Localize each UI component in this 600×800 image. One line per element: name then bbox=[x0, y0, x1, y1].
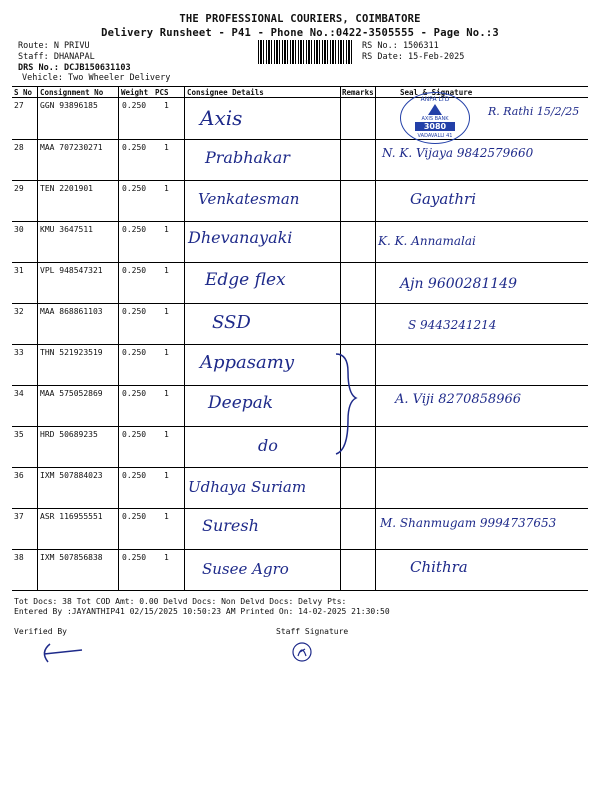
row-consignment-no: MAA 868861103 bbox=[40, 307, 103, 316]
verifier-signature-icon bbox=[36, 640, 86, 668]
rs-date: RS Date: 15-Feb-2025 bbox=[362, 52, 465, 62]
row-pcs: 1 bbox=[164, 101, 169, 110]
row-weight: 0.250 bbox=[122, 471, 147, 480]
row-weight: 0.250 bbox=[122, 266, 147, 275]
row-consignment-no: IXM 507856838 bbox=[40, 553, 103, 562]
row-pcs: 1 bbox=[164, 307, 169, 316]
row-consignment-no: THN 521923519 bbox=[40, 348, 103, 357]
row-sno: 34 bbox=[14, 389, 24, 398]
row-consignee: SSD bbox=[212, 312, 251, 333]
table-header-rule bbox=[12, 97, 588, 98]
row-consignment-no: MAA 707230271 bbox=[40, 143, 103, 152]
col-header-consignee: Consignee Details bbox=[187, 88, 264, 97]
row-sno: 33 bbox=[14, 348, 24, 357]
row-consignment-no: KMU 3647511 bbox=[40, 225, 93, 234]
row-pcs: 1 bbox=[164, 430, 169, 439]
rs-number: RS No.: 1506311 bbox=[362, 41, 439, 51]
row-weight: 0.250 bbox=[122, 512, 147, 521]
row-signature: Gayathri bbox=[410, 190, 476, 208]
row-weight: 0.250 bbox=[122, 101, 147, 110]
col-header-remarks: Remarks bbox=[342, 88, 374, 97]
row-sno: 37 bbox=[14, 512, 24, 521]
row-pcs: 1 bbox=[164, 184, 169, 193]
row-consignee: Suresh bbox=[202, 516, 259, 535]
row-consignee: Axis bbox=[200, 106, 243, 130]
barcode-image bbox=[258, 40, 354, 64]
row-weight: 0.250 bbox=[122, 143, 147, 152]
row-weight: 0.250 bbox=[122, 184, 147, 193]
row-pcs: 1 bbox=[164, 512, 169, 521]
row-rule bbox=[12, 139, 588, 140]
row-consignee: do bbox=[258, 436, 278, 455]
row-pcs: 1 bbox=[164, 389, 169, 398]
verified-by-label: Verified By bbox=[14, 627, 67, 636]
col-divider bbox=[37, 86, 38, 590]
seal-brand: AXIS BANK bbox=[421, 116, 449, 122]
staff-signature-label: Staff Signature bbox=[276, 627, 349, 636]
col-header-pcs: PCS bbox=[155, 88, 169, 97]
totals-line: Tot Docs: 38 Tot COD Amt: 0.00 Delvd Docs: Non Delvd Docs: Delvy Pts: bbox=[14, 597, 347, 606]
row-consignee: Edge flex bbox=[205, 270, 286, 290]
row-weight: 0.250 bbox=[122, 348, 147, 357]
col-header-seal-signature: Seal & Signature bbox=[400, 88, 473, 97]
row-rule bbox=[12, 262, 588, 263]
col-header-weight: Weight bbox=[121, 88, 149, 97]
row-consignment-no: HRD 50689235 bbox=[40, 430, 98, 439]
row-consignee: Deepak bbox=[208, 393, 274, 413]
col-divider bbox=[184, 86, 185, 590]
row-signature: Ajn 9600281149 bbox=[400, 276, 517, 292]
row-consignee: Appasamy bbox=[200, 352, 294, 373]
row-pcs: 1 bbox=[164, 348, 169, 357]
row-rule bbox=[12, 467, 588, 468]
company-title: THE PROFESSIONAL COURIERS, COIMBATORE bbox=[179, 13, 421, 25]
row-sno: 30 bbox=[14, 225, 24, 234]
col-header-consignment: Consignment No bbox=[40, 88, 104, 97]
row-signature: R. Rathi 15/2/25 bbox=[488, 105, 580, 118]
row-rule bbox=[12, 180, 588, 181]
row-sno: 31 bbox=[14, 266, 24, 275]
row-sno: 38 bbox=[14, 553, 24, 562]
row-rule bbox=[12, 303, 588, 304]
vehicle-label: Vehicle: Two Wheeler Delivery bbox=[22, 73, 171, 83]
row-consignee: Venkatesman bbox=[198, 190, 300, 208]
row-pcs: 1 bbox=[164, 553, 169, 562]
row-consignment-no: TEN 2201901 bbox=[40, 184, 93, 193]
row-sno: 36 bbox=[14, 471, 24, 480]
row-pcs: 1 bbox=[164, 225, 169, 234]
table-bottom-rule bbox=[12, 590, 588, 591]
row-rule bbox=[12, 385, 588, 386]
row-weight: 0.250 bbox=[122, 389, 147, 398]
row-rule bbox=[12, 549, 588, 550]
seal-top-text: ANPA LTD bbox=[420, 96, 450, 103]
row-signature: N. K. Vijaya 9842579660 bbox=[382, 146, 534, 160]
row-signature: S 9443241214 bbox=[408, 318, 497, 332]
row-consignee: Udhaya Suriam bbox=[188, 478, 307, 496]
row-signature: K. K. Annamalai bbox=[378, 234, 476, 248]
route-label: Route: N PRIVU bbox=[18, 41, 90, 51]
row-consignee: Prabhakar bbox=[205, 148, 290, 167]
row-consignment-no: MAA 575052869 bbox=[40, 389, 103, 398]
col-divider bbox=[118, 86, 119, 590]
table-top-rule bbox=[12, 86, 588, 87]
row-signature: M. Shanmugam 9994737653 bbox=[380, 516, 557, 530]
grouping-bracket bbox=[330, 350, 360, 460]
row-signature: A. Viji 8270858966 bbox=[395, 392, 522, 407]
staff-label: Staff: DHANAPAL bbox=[18, 52, 95, 62]
row-consignment-no: GGN 93896185 bbox=[40, 101, 98, 110]
entered-printed-line: Entered By :JAYANTHIP41 02/15/2025 10:50:23 AM Printed On: 14-02-2025 21:30:50 bbox=[14, 607, 390, 616]
drs-number: DRS No.: DCJB150631103 bbox=[18, 63, 131, 73]
row-rule bbox=[12, 344, 588, 345]
row-rule bbox=[12, 426, 588, 427]
row-weight: 0.250 bbox=[122, 307, 147, 316]
row-pcs: 1 bbox=[164, 471, 169, 480]
row-pcs: 1 bbox=[164, 143, 169, 152]
seal-bottom-text: VADAVALLI 41 bbox=[417, 133, 453, 139]
row-sno: 29 bbox=[14, 184, 24, 193]
row-weight: 0.250 bbox=[122, 553, 147, 562]
runsheet-subtitle: Delivery Runsheet - P41 - Phone No.:0422-3505555 - Page No.:3 bbox=[101, 27, 499, 39]
axis-logo-icon bbox=[428, 104, 442, 115]
row-consignment-no: ASR 116955551 bbox=[40, 512, 103, 521]
row-rule bbox=[12, 508, 588, 509]
row-sno: 27 bbox=[14, 101, 24, 110]
row-weight: 0.250 bbox=[122, 430, 147, 439]
col-header-sno: S No bbox=[14, 88, 33, 97]
axis-bank-seal bbox=[400, 92, 470, 144]
col-divider bbox=[340, 86, 341, 590]
staff-signature-icon bbox=[290, 640, 314, 664]
row-consignee: Dhevanayaki bbox=[188, 228, 293, 247]
row-weight: 0.250 bbox=[122, 225, 147, 234]
row-consignment-no: VPL 948547321 bbox=[40, 266, 103, 275]
row-sno: 32 bbox=[14, 307, 24, 316]
col-divider bbox=[375, 86, 376, 590]
row-signature: Chithra bbox=[410, 558, 468, 576]
row-pcs: 1 bbox=[164, 266, 169, 275]
row-sno: 28 bbox=[14, 143, 24, 152]
row-rule bbox=[12, 221, 588, 222]
row-consignee: Susee Agro bbox=[202, 560, 289, 578]
row-consignment-no: IXM 507884023 bbox=[40, 471, 103, 480]
row-sno: 35 bbox=[14, 430, 24, 439]
seal-code: 3080 bbox=[415, 122, 455, 131]
